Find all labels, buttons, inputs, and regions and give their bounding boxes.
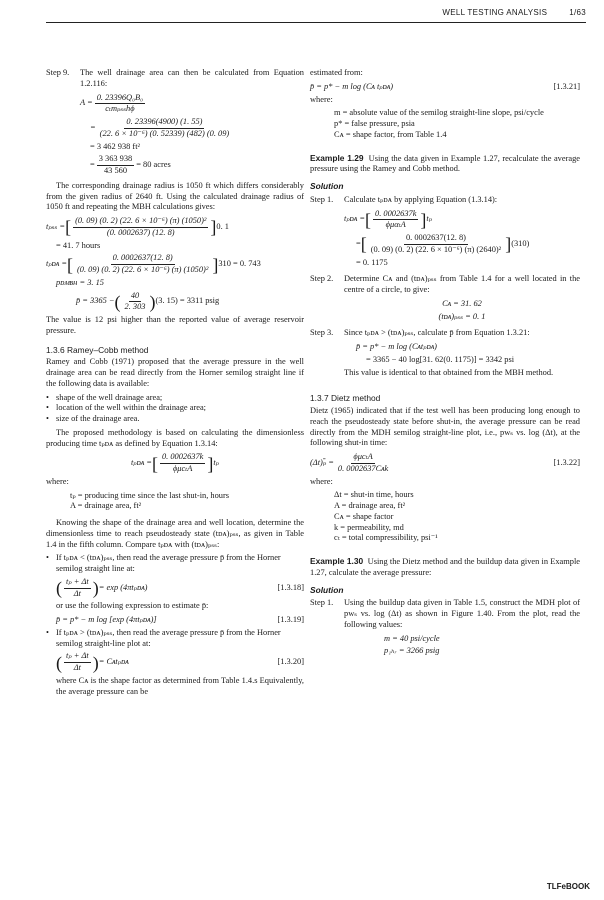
list-item: • If tₚᴅᴀ > (tᴅᴀ)ₚₛₛ, then read the average pressure p̄ from the Horner semilog straight-line plot at: — [46, 627, 281, 648]
equation-tpda: tₚᴅᴀ = [ $\frac{0. 0002637(12. 8)}{\text{(0. 09) (0. 2) (22. 6 × 10⁻⁶) (π) (1050)²}}$ ] 310 = 0. 743 — [46, 253, 261, 275]
paragraph-drainage-radius: The corresponding drainage radius is 1050 ft which differs considerably from the given radius of 2640 ft. Using the calculated drainage radius of 1050 ft and repeating the MBH calculations gives: — [46, 180, 304, 212]
equation-1-3-21: p̄ = p* − m log (Cᴀ tₚᴅᴀ) [1.3.21] — [310, 81, 580, 91]
definition: k = permeability, md — [334, 522, 404, 532]
list-item: • location of the well within the drainage area; — [46, 403, 206, 413]
equation-1-3-19: p̄ = p* − m log [exp (4πtₚᴅᴀ)] [1.3.19] — [56, 615, 304, 624]
step-2: Step 2. Determine Cᴀ and (tᴅᴀ)ₚₛₛ from Table 1.4 for a well located in the centre of a circle, to give: Cᴀ = 31. 62 (tᴅᴀ)ₚₛₛ = 0. 1 — [310, 274, 580, 321]
page-number: 1/63 — [569, 8, 586, 17]
paragraph-dietz: Dietz (1965) indicated that if the test well has been producing long enough to reach the pseudosteady state before shut-in, the average pressure can be read directly from the MDH semilog straight-line plot, i.e., pᴡₛ vs. log (Δt), at the following shut-in time: — [310, 406, 580, 448]
definition: A = drainage area, ft² — [70, 501, 142, 511]
paragraph-methodology: The proposed methodology is based on calculating the dimensionless producing time tₚᴅᴀ as defined by Equation 1.3.14: — [46, 427, 304, 448]
list-item: • shape of the well drainage area; — [46, 392, 163, 402]
section-heading-ramey-cobb: 1.3.6 Ramey–Cobb method — [46, 344, 149, 355]
equation-tpss-result: = 41. 7 hours — [56, 240, 101, 250]
header-rule — [46, 22, 586, 23]
solution-heading: Solution — [310, 181, 344, 191]
where-label: where: — [46, 476, 69, 486]
equation-pdmbh: pᴅᴍʙʜ = 3. 15 — [56, 277, 104, 287]
definition: Cᴀ = shape factor, from Table 1.4 — [334, 129, 447, 139]
definition-list — [334, 490, 580, 544]
equation-acres: = $\frac{3 363 938}{43 560}$ = 80 acres — [90, 154, 171, 175]
paragraph-ramey-cobb: Ramey and Cobb (1971) proposed that the average pressure in the well drainage area can be read directly from the Horner semilog straight line if the following data is available: — [46, 357, 304, 388]
left-column — [46, 68, 304, 700]
section-heading-dietz: 1.3.7 Dietz method — [310, 393, 381, 404]
step-1-dietz: Step 1. Using the buildup data given in Table 1.5, construct the MDH plot of pᴡₛ vs. log (Δt) as shown in Figure 1.40. From the plot, read the following values: m = 40 psi/cycle p₁ₕᵣ = 3266 psig — [310, 598, 580, 656]
right-column — [310, 68, 580, 661]
equation-tpda: tₚᴅᴀ = [ $\frac{0. 0002637k}{\text{ϕμαₜA}}$ ] tₚ — [344, 208, 433, 230]
bullet-list — [46, 393, 304, 425]
equation-area-values: = $\frac{0. 23396(4900) (1. 55)}{\text{(22. 6 × 10⁻⁶) (0. 52339) (482) (0. 09)}}$ — [90, 117, 230, 138]
or-text: or use the following expression to estimate p̄: — [56, 601, 209, 611]
equation-1-3-20: ( $\frac{\text{tₚ + Δt}}{\Delta t}$ ) = Cᴀtₚᴅᴀ [1.3.20] — [56, 651, 304, 673]
equation-pbar: p̄ = p* − m log (Cᴀtₚᴅᴀ) — [356, 342, 437, 351]
example-1-29: Example 1.29 Using the data given in Example 1.27, recalculate the average pressure using the Ramey and Cobb method. — [310, 152, 581, 174]
identical-text: This value is identical to that obtained from the MBH method. — [344, 367, 554, 377]
paragraph-knowing-shape: Knowing the shape of the drainage area and well location, determine the dimensionless time to reach pseudosteady state (tᴅᴀ)ₚₛₛ, as given in Table 1.4 in the fifth column. Compare tₚᴅᴀ with (tᴅᴀ)ₚₛₛ: — [46, 518, 304, 549]
equation-tpss: tₚₛₛ = [ $\frac{\text{(0. 09) (0. 2) (22. 6 × 10⁻⁶) (π) (1050)²}}{(0. 0002637) (12. 8)}$ ] 0. 1 — [46, 216, 229, 238]
estimated-from: estimated from: — [310, 68, 363, 77]
value-p1hr: p₁ₕᵣ = 3266 psig — [384, 646, 440, 656]
page-header — [420, 8, 586, 18]
equation-area: A = $\frac{\text{0. 23396Q₀B₀}}{\text{cₜmₚₛₛhϕ}}$ — [80, 92, 144, 114]
equation-area-result: = 3 462 938 ft² — [90, 141, 141, 151]
paragraph-result: The value is 12 psi higher than the reported value of average reservoir pressure. — [46, 315, 304, 335]
where-label: where: — [310, 94, 333, 104]
running-title: WELL TESTING ANALYSIS — [442, 8, 548, 17]
equation-1-3-22: (Δt)ₚ̄ = $\frac{\text{ϕμcₜA}}{\text{0. 0002637Cᴀk}}$ [1.3.22] — [310, 452, 580, 473]
value-tda: (tᴅᴀ)ₚₛₛ = 0. 1 — [438, 311, 486, 321]
equation-tpda-values: = [ $\frac{0. 0002637(12. 8)}{\text{(0. 09) (0. 2) (22. 6 × 10⁻⁶) (π) (2640)²}}$ ] (310) — [356, 233, 530, 255]
definition: tₚ = producing time since the last shut-in, hours — [70, 490, 230, 500]
definition-list — [70, 491, 304, 513]
list-item: • If tₚᴅᴀ < (tᴅᴀ)ₚₛₛ, then read the average pressure p̄ from the Horner semilog straight line at: — [46, 553, 281, 573]
where-label: where: — [310, 476, 333, 486]
equation-1-3-18: ( $\frac{\text{tₚ + Δt}}{\Delta t}$ ) = exp (4πtₚᴅᴀ) [1.3.18] — [56, 576, 304, 598]
step-9-text: The well drainage area can then be calculated from Equation 1.2.116: — [80, 68, 304, 88]
equation-pbar-result: = 3365 − 40 log[31. 62(0. 1175)] = 3342 psi — [366, 354, 515, 364]
definition: p* = false pressure, psia — [334, 119, 415, 128]
equation-1-3-14: tₚᴅᴀ = [ $\frac{0. 0002637k}{\text{ϕμcₜA}}$ ] tₚ — [130, 452, 220, 474]
value-m: m = 40 psi/cycle — [384, 633, 440, 643]
footer-watermark: TLFeBOOK — [546, 881, 590, 891]
step-3: Step 3. Since tₚᴅᴀ > (tᴅᴀ)ₚₛₛ, calculate p̄ from Equation 1.3.21: p̄ = p* − m log (Cᴀtₚᴅᴀ) = 3365 − 40 log[31. 62(0. 1175)] = 3342 psi This value is identical to that obtained from the MBH method. — [310, 328, 580, 381]
equation-tpda-result: = 0. 1175 — [356, 257, 388, 267]
definition-list — [334, 108, 580, 140]
definition: A = drainage area, ft² — [334, 501, 406, 510]
definition: Cᴀ = shape factor — [334, 511, 394, 521]
step-9: Step 9. The well drainage area can then be calculated from Equation 1.2.116: A = $\frac{\text{0. 23396Q₀B₀}}{\text{cₜmₚₛₛhϕ}}$ = $\frac{0. 23396(4900) (1. 55)}{\text{(22. 6 × 10⁻⁶) (0. 52339) (482) (0. 09)}}$ = 3 462 938 ft² = $\frac{3 363 938}{43 560}$ = 80 acres — [46, 68, 304, 175]
step-1: Step 1. Calculate tₚᴅᴀ by applying Equation (1.3.14): tₚᴅᴀ = [ $\frac{0. 0002637k}{\text{ϕμαₜA}}$ ] tₚ = [ $\frac{0. 0002637(12. 8)}{\text{(0. 09) (0. 2) (22. 6 × 10⁻⁶) (π) (2640)²}}$ ] (310) = 0. 1175 — [310, 195, 580, 271]
equation-pbar: p̄ = 3365 − ( $\frac{40}{2. 303}$ ) (3. 15) = 3311 psig — [76, 290, 220, 312]
definition: Δt = shut-in time, hours — [334, 490, 414, 500]
list-item: • size of the drainage area. — [46, 414, 140, 423]
paragraph-shape-factor: where Cᴀ is the shape factor as determined from Table 1.4.s Equivalently, the average pressure can be — [56, 675, 304, 696]
solution-heading: Solution — [310, 584, 344, 595]
definition: m = absolute value of the semilog straight-line slope, psi/cycle — [334, 108, 544, 118]
example-1-30: Example 1.30 Using the Dietz method and the buildup data given in Example 1.27, calculate the average pressure: — [310, 556, 581, 577]
value-ca: Cᴀ = 31. 62 — [442, 298, 482, 308]
definition: cₜ = total compressibility, psi⁻¹ — [334, 533, 438, 543]
